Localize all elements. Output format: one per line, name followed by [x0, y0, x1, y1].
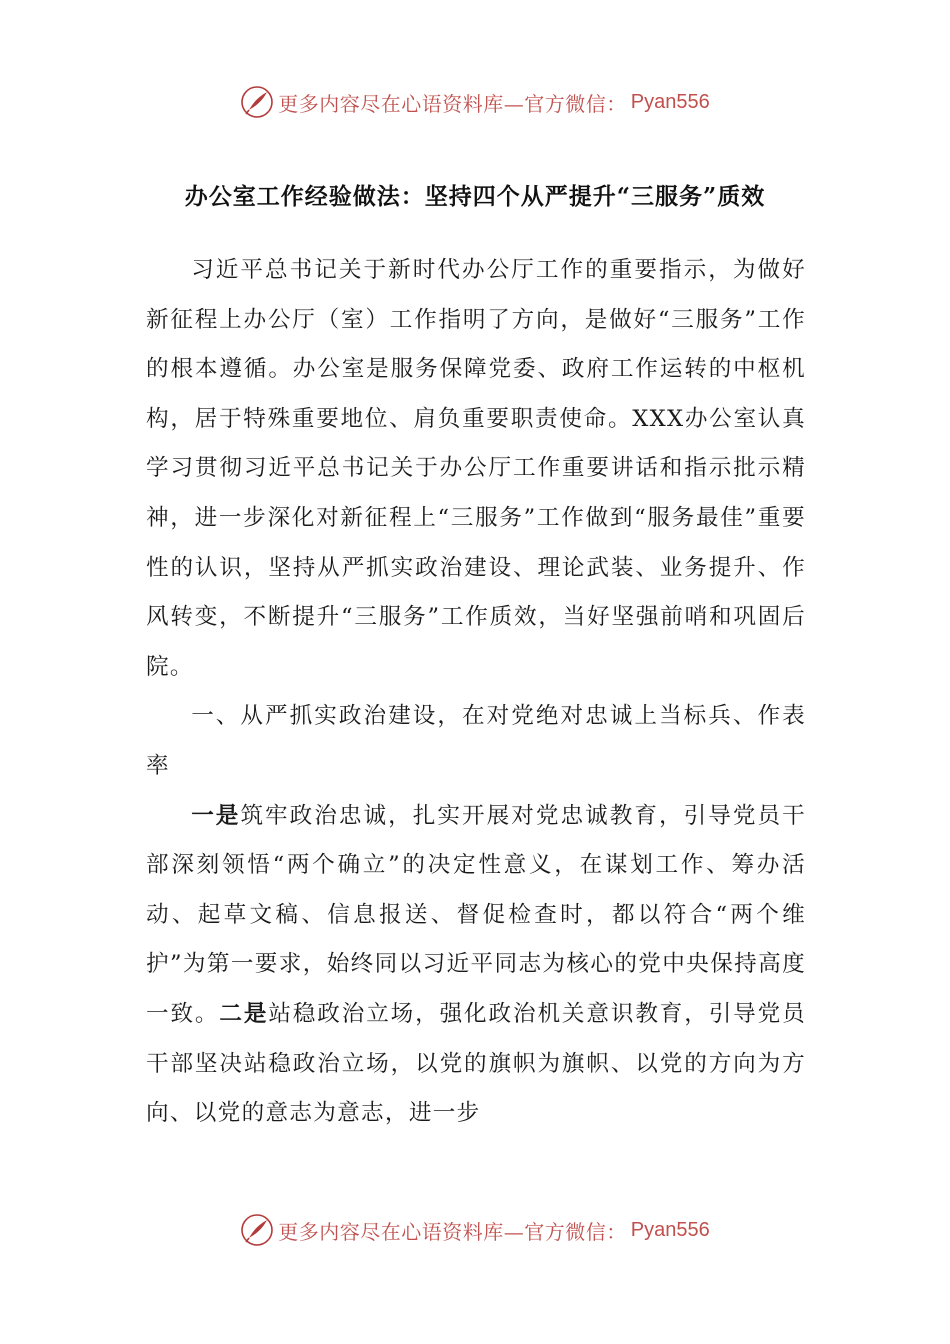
- wechat-id: Pyan556: [630, 1218, 710, 1241]
- lead-label-2: 二是: [219, 1000, 269, 1027]
- section-heading: 一、从严抓实政治建设，在对党绝对忠诚上当标兵、作表率: [146, 703, 806, 779]
- watermark-text: 更多内容尽在心语资料库—官方微信：: [278, 91, 627, 116]
- quill-logo-icon: [240, 1213, 274, 1247]
- body-text-1: 筑牢政治忠诚，扎实开展对党忠诚教育，引导党员干部深刻领悟“两个确立”的决定性意义，在谋划工作、筹办活动、起草文稿、信息报送、督促检查时，都以符合“两个维护”为第一要求，始终同以习近平同志为核心的党中央保持高度一致。: [146, 802, 806, 1027]
- wechat-id: Pyan556: [630, 90, 710, 113]
- watermark-text: 更多内容尽在心语资料库—官方微信：: [278, 1219, 627, 1244]
- body-paragraph: [146, 792, 806, 1139]
- lead-label-1: 一是: [191, 802, 241, 829]
- document-title: 办公室工作经验做法：坚持四个从严提升“三服务”质效: [184, 183, 766, 210]
- quill-logo-icon: [240, 85, 274, 119]
- intro-paragraph: 习近平总书记关于新时代办公厅工作的重要指示，为做好新征程上办公厅（室）工作指明了方向，是做好“三服务”工作的根本遵循。办公室是服务保障党委、政府工作运转的中枢机构，居于特殊重要地位、肩负重要职责使命。XXX办公室认真学习贯彻习近平总书记关于办公厅工作重要讲话和指示批示精神，进一步深化对新征程上“三服务”工作做到“服务最佳”重要性的认识，坚持从严抓实政治建设、理论武装、业务提升、作风转变，不断提升“三服务”工作质效，当好坚强前哨和巩固后院。: [146, 257, 806, 680]
- watermark-banner-top: [0, 82, 950, 122]
- document-body: [146, 246, 806, 1139]
- watermark-banner-bottom: [0, 1210, 950, 1250]
- body-text-2: 站稳政治立场，强化政治机关意识教育，引导党员干部坚决站稳政治立场，以党的旗帜为旗帜、以党的方向为方向、以党的意志为意志，进一步: [146, 1000, 806, 1127]
